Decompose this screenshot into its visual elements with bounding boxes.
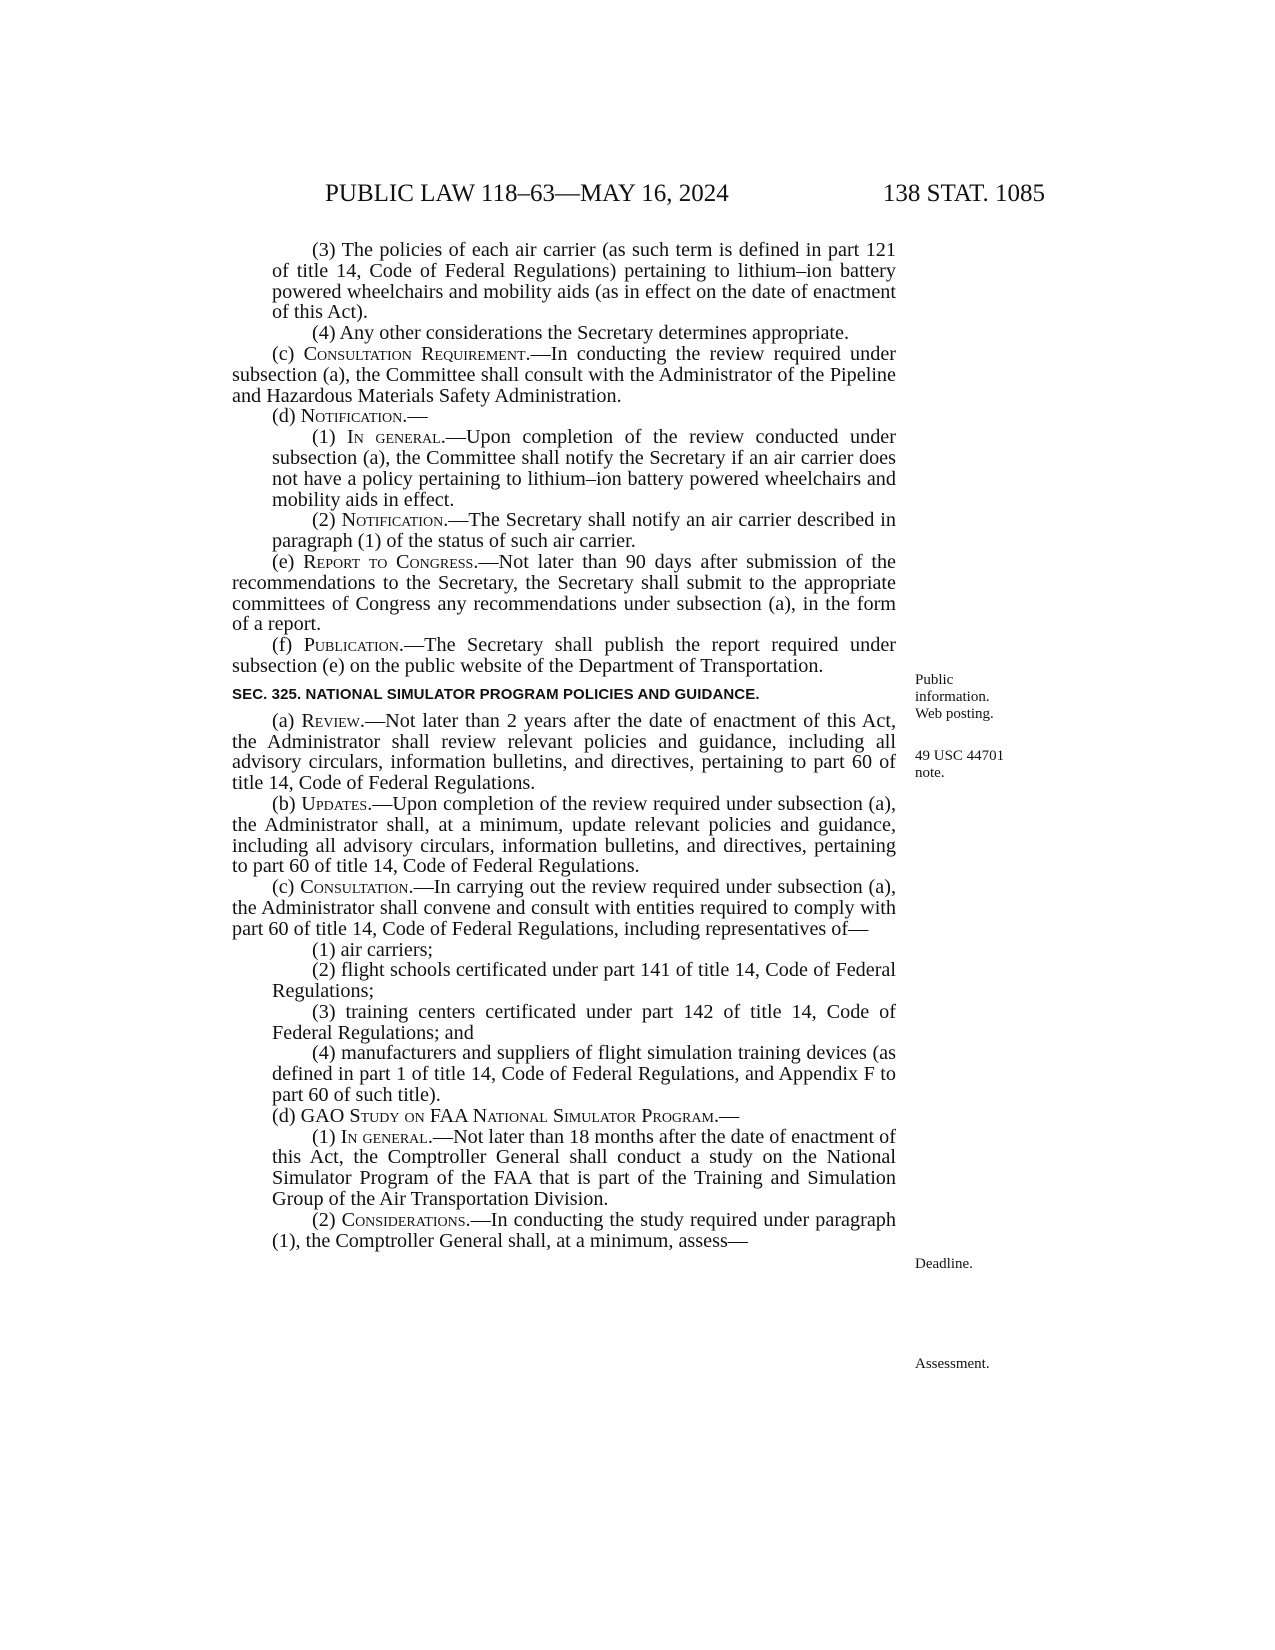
paragraph-sec325-a: (a) Review.—Not later than 2 years after the date of enactment of this Act, the Administrator shall review relevant policies and guidance, including all advisory circulars, information bulletins, and directives, pertaining to part 60 of title 14, Code of Federal Regulations. [232, 709, 896, 795]
heading-report-to-congress: Report to Congress [303, 550, 474, 573]
heading-consultation-requirement: Consultation Requirement [303, 342, 526, 365]
paragraph-b3: (3) The policies of each air carrier (as such term is defined in part 121 of title 14, Code of Federal Regulations) pertaining to lithium–ion battery powered wheelchairs and mobility aids (as in effect on the date of enactment of this Act). [272, 239, 896, 324]
body-text [232, 240, 896, 1251]
paragraph-b4: (4) Any other considerations the Secretary determines appropriate. [312, 322, 850, 345]
paragraph-sec325-c2: (2) flight schools certificated under part 141 of title 14, Code of Federal Regulations; [272, 959, 896, 1003]
paragraph-sec325-c4: (4) manufacturers and suppliers of flight simulation training devices (as defined in part 1 of title 14, Code of Federal Regulations, and Appendix F to part 60 of such title). [272, 1042, 896, 1107]
paragraph-sec325-c3: (3) training centers certificated under part 142 of title 14, Code of Federal Regulations; and [272, 1000, 896, 1044]
running-head: PUBLIC LAW 118–63—MAY 16, 2024 [325, 180, 729, 207]
paragraph-d1: (1) In general.—Upon completion of the review conducted under subsection (a), the Committee shall notify the Secretary if an air carrier does not have a policy pertaining to lithium–ion battery powered wheelchairs and mobility aids in effect. [272, 426, 896, 511]
paragraph-f: (f) Publication.—The Secretary shall publish the report required under subsection (e) on the public website of the Department of Transportation. [232, 634, 896, 677]
page-header [325, 180, 1045, 220]
heading-publication: Publication [303, 634, 399, 657]
section-325-heading: SEC. 325. NATIONAL SIMULATOR PROGRAM POLICIES AND GUIDANCE. [232, 685, 760, 703]
margin-note-deadline: Deadline. [915, 1256, 973, 1272]
paragraph-d: (d) Notification.— [272, 405, 428, 428]
paragraph-c: (c) Consultation Requirement.—In conducting the review required under subsection (a), the Committee shall consult with the Administrator of the Pipeline and Hazardous Materials Safety Administration. [232, 342, 896, 407]
margin-note-usc-citation: 49 USC 44701 note. [915, 748, 1005, 781]
heading-notification: Notification [300, 405, 403, 428]
page-number: 138 STAT. 1085 [882, 180, 1045, 207]
paragraph-sec325-b: (b) Updates.—Upon completion of the review required under subsection (a), the Administrator shall, at a minimum, update relevant policies and guidance, including all advisory circulars, information bulletins, and directives, pertaining to part 60 of title 14, Code of Federal Regulations. [232, 792, 897, 878]
paragraph-d2: (2) Notification.—The Secretary shall notify an air carrier described in paragraph (1) of the status of such air carrier. [272, 509, 896, 553]
paragraph-e: (e) Report to Congress.—Not later than 90 days after submission of the recommendations to the Secretary, the Secretary shall submit to the appropriate committees of Congress any recommendations under subsection (a), in the form of a report. [232, 550, 896, 636]
paragraph-sec325-d2: (2) Considerations.—In conducting the study required under paragraph (1), the Comptroller General shall, at a minimum, assess— [272, 1208, 896, 1252]
heading-updates: Updates [301, 792, 368, 815]
paragraph-sec325-d1: (1) In general.—Not later than 18 months after the date of enactment of this Act, the Comptroller General shall conduct a study on the National Simulator Program of the FAA that is part of the Training and Simulation Group of the Air Transportation Division. [272, 1125, 896, 1211]
margin-note-assessment: Assessment. [915, 1356, 990, 1372]
heading-gao-study: GAO Study on FAA National Simulator Program [300, 1104, 714, 1127]
heading-consultation: Consultation [300, 876, 409, 899]
heading-review: Review [301, 709, 360, 732]
margin-note-public-information: Public information. Web posting. [915, 672, 994, 722]
paragraph-sec325-c: (c) Consultation.—In carrying out the review required under subsection (a), the Administrator shall convene and consult with entities required to comply with part 60 of title 14, Code of Federal Regulations, including representatives of— [232, 876, 896, 940]
paragraph-sec325-d: (d) GAO Study on FAA National Simulator Program.— [272, 1104, 740, 1127]
paragraph-sec325-c1: (1) air carriers; [312, 938, 434, 961]
